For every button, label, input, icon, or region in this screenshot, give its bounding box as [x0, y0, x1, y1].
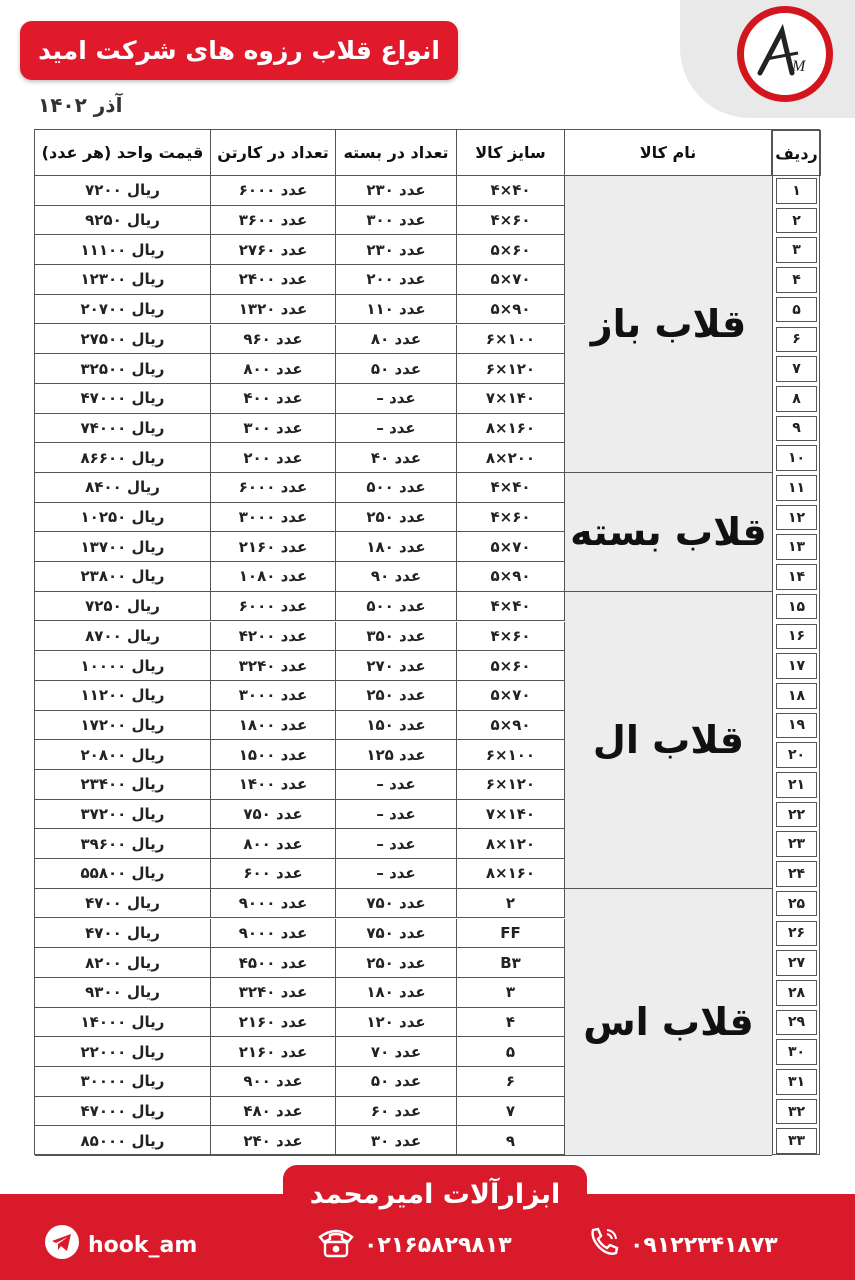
- svg-text:M: M: [792, 58, 806, 75]
- cell-carton: ۴۲۰۰ عدد: [211, 622, 336, 652]
- mobile-contact[interactable]: [586, 1225, 786, 1265]
- row-number: ۱۱: [776, 475, 817, 501]
- cell-pack: – عدد: [336, 829, 457, 859]
- product-group-name: قلاب بسته: [565, 473, 772, 592]
- cell-pack: – عدد: [336, 414, 457, 444]
- row-number: ۱۸: [776, 683, 817, 709]
- row-number: ۲۵: [776, 891, 817, 917]
- cell-pack: ۴۰ عدد: [336, 443, 457, 473]
- cell-pack: ۲۳۰ عدد: [336, 235, 457, 265]
- cell-price: ۸۶۶۰۰ ریال: [35, 443, 211, 473]
- row-number: ۱۷: [776, 653, 817, 679]
- row-number: ۲: [776, 208, 817, 234]
- cell-price: ۹۲۵۰ ریال: [35, 206, 211, 236]
- cell-pack: ۱۵۰ عدد: [336, 711, 457, 741]
- cell-size: ۵: [457, 1037, 565, 1067]
- cell-pack: ۲۷۰ عدد: [336, 651, 457, 681]
- cell-size: ۸×۲۰۰: [457, 443, 565, 473]
- row-number: ۳۱: [776, 1069, 817, 1095]
- cell-price: ۷۲۰۰ ریال: [35, 176, 211, 206]
- cell-pack: ۱۲۵ عدد: [336, 740, 457, 770]
- cell-size: ۵×۷۰: [457, 265, 565, 295]
- cell-price: ۳۲۵۰۰ ریال: [35, 354, 211, 384]
- company-logo: [737, 6, 833, 102]
- cell-size: ۴×۴۰: [457, 176, 565, 206]
- row-number: ۲۹: [776, 1010, 817, 1036]
- cell-carton: ۱۵۰۰ عدد: [211, 740, 336, 770]
- row-number: ۲۴: [776, 861, 817, 887]
- row-number: ۲۲: [776, 802, 817, 828]
- cell-carton: ۳۶۰۰ عدد: [211, 206, 336, 236]
- cell-size: ۶×۱۲۰: [457, 354, 565, 384]
- cell-size: ۵×۷۰: [457, 532, 565, 562]
- cell-pack: ۷۵۰ عدد: [336, 919, 457, 949]
- cell-carton: ۴۰۰ عدد: [211, 384, 336, 414]
- cell-pack: ۵۰۰ عدد: [336, 473, 457, 503]
- date-label: آذر ۱۴۰۲: [38, 93, 123, 117]
- row-number: ۱۲: [776, 505, 817, 531]
- row-number: ۹: [776, 416, 817, 442]
- cell-price: ۴۷۰۰۰ ریال: [35, 1097, 211, 1127]
- cell-pack: ۱۸۰ عدد: [336, 978, 457, 1008]
- cell-price: ۴۷۰۰ ریال: [35, 889, 211, 919]
- cell-price: ۱۰۰۰۰ ریال: [35, 651, 211, 681]
- cell-carton: ۳۲۴۰ عدد: [211, 978, 336, 1008]
- product-group-name: قلاب اس: [565, 889, 772, 1156]
- cell-carton: ۹۰۰ عدد: [211, 1067, 336, 1097]
- cell-pack: ۱۱۰ عدد: [336, 295, 457, 325]
- cell-size: ۷×۱۴۰: [457, 800, 565, 830]
- row-number: ۲۳: [776, 831, 817, 857]
- cell-pack: ۷۰ عدد: [336, 1037, 457, 1067]
- cell-price: ۳۹۶۰۰ ریال: [35, 829, 211, 859]
- cell-carton: ۱۰۸۰ عدد: [211, 562, 336, 592]
- cell-pack: ۳۵۰ عدد: [336, 622, 457, 652]
- row-number: ۵: [776, 297, 817, 323]
- cell-size: ۸×۱۲۰: [457, 829, 565, 859]
- cell-pack: ۲۵۰ عدد: [336, 503, 457, 533]
- cell-pack: ۶۰ عدد: [336, 1097, 457, 1127]
- cell-carton: ۱۴۰۰ عدد: [211, 770, 336, 800]
- row-number: ۳۰: [776, 1039, 817, 1065]
- cell-size: B۳: [457, 948, 565, 978]
- cell-size: ۵×۶۰: [457, 235, 565, 265]
- telegram-handle: hook_am: [88, 1232, 198, 1258]
- header-size: سایز کالا: [457, 130, 565, 176]
- cell-carton: ۲۱۶۰ عدد: [211, 1008, 336, 1038]
- cell-price: ۸۷۰۰ ریال: [35, 622, 211, 652]
- cell-size: ۸×۱۶۰: [457, 859, 565, 889]
- row-number: ۶: [776, 327, 817, 353]
- cell-pack: – عدد: [336, 859, 457, 889]
- cell-size: ۶×۱۰۰: [457, 740, 565, 770]
- cell-carton: ۲۱۶۰ عدد: [211, 1037, 336, 1067]
- cell-price: ۸۴۰۰ ریال: [35, 473, 211, 503]
- brand-name: ابزارآلات امیرمحمد: [283, 1165, 587, 1223]
- row-number: ۲۱: [776, 772, 817, 798]
- header-row: ردیف: [772, 130, 821, 176]
- cell-pack: – عدد: [336, 800, 457, 830]
- row-number: ۲۷: [776, 950, 817, 976]
- header-price: قیمت واحد (هر عدد): [35, 130, 211, 176]
- cell-pack: ۵۰۰ عدد: [336, 592, 457, 622]
- cell-size: ۴×۶۰: [457, 503, 565, 533]
- cell-price: ۲۳۸۰۰ ریال: [35, 562, 211, 592]
- telegram-icon: [44, 1224, 80, 1266]
- row-number: ۴: [776, 267, 817, 293]
- cell-price: ۳۷۲۰۰ ریال: [35, 800, 211, 830]
- cell-pack: ۱۲۰ عدد: [336, 1008, 457, 1038]
- cell-price: ۱۷۲۰۰ ریال: [35, 711, 211, 741]
- cell-carton: ۲۱۶۰ عدد: [211, 532, 336, 562]
- header-name: نام کالا: [565, 130, 772, 176]
- cell-size: ۵×۹۰: [457, 562, 565, 592]
- row-number: ۳۲: [776, 1099, 817, 1125]
- cell-size: ۵×۹۰: [457, 711, 565, 741]
- cell-carton: ۲۰۰ عدد: [211, 443, 336, 473]
- cell-price: ۲۰۸۰۰ ریال: [35, 740, 211, 770]
- cell-price: ۲۳۴۰۰ ریال: [35, 770, 211, 800]
- telephone-icon: [316, 1225, 356, 1265]
- cell-carton: ۴۸۰ عدد: [211, 1097, 336, 1127]
- cell-carton: ۶۰۰۰ عدد: [211, 473, 336, 503]
- cell-price: ۱۳۷۰۰ ریال: [35, 532, 211, 562]
- cell-pack: ۵۰ عدد: [336, 1067, 457, 1097]
- row-number: ۲۰: [776, 742, 817, 768]
- product-group-name: قلاب باز: [565, 176, 772, 473]
- cell-carton: ۱۸۰۰ عدد: [211, 711, 336, 741]
- row-number: ۳: [776, 237, 817, 263]
- cell-size: ۴×۴۰: [457, 473, 565, 503]
- cell-price: ۸۲۰۰ ریال: [35, 948, 211, 978]
- cell-carton: ۲۴۰ عدد: [211, 1126, 336, 1156]
- cell-carton: ۶۰۰۰ عدد: [211, 592, 336, 622]
- cell-size: ۳: [457, 978, 565, 1008]
- cell-pack: ۸۰ عدد: [336, 325, 457, 355]
- cell-carton: ۶۰۰ عدد: [211, 859, 336, 889]
- cell-carton: ۹۶۰ عدد: [211, 325, 336, 355]
- cell-pack: – عدد: [336, 770, 457, 800]
- header-carton: تعداد در کارتن: [211, 130, 336, 176]
- cell-carton: ۱۳۲۰ عدد: [211, 295, 336, 325]
- cell-carton: ۳۰۰۰ عدد: [211, 681, 336, 711]
- row-number: ۱: [776, 178, 817, 204]
- landline-number: ۰۲۱۶۵۸۲۹۸۱۳: [364, 1232, 512, 1258]
- cell-size: ۵×۹۰: [457, 295, 565, 325]
- cell-size: ۴×۶۰: [457, 622, 565, 652]
- cell-pack: ۲۰۰ عدد: [336, 265, 457, 295]
- cell-size: ۹: [457, 1126, 565, 1156]
- cell-size: ۶×۱۰۰: [457, 325, 565, 355]
- cell-pack: ۳۰۰ عدد: [336, 206, 457, 236]
- row-number: ۳۳: [776, 1128, 817, 1154]
- phone-call-icon: [586, 1224, 622, 1266]
- landline-contact[interactable]: [316, 1225, 516, 1265]
- cell-price: ۴۷۰۰۰ ریال: [35, 384, 211, 414]
- header-pack: تعداد در بسته: [336, 130, 457, 176]
- mobile-number: ۰۹۱۲۲۳۴۱۸۷۳: [630, 1232, 778, 1258]
- cell-size: ۶: [457, 1067, 565, 1097]
- row-number: ۱۳: [776, 534, 817, 560]
- cell-price: ۴۷۰۰ ریال: [35, 919, 211, 949]
- page-title: انواع قلاب رزوه های شرکت امید: [20, 21, 458, 80]
- cell-size: ۴×۴۰: [457, 592, 565, 622]
- cell-price: ۵۵۸۰۰ ریال: [35, 859, 211, 889]
- cell-carton: ۳۰۰۰ عدد: [211, 503, 336, 533]
- cell-pack: – عدد: [336, 384, 457, 414]
- cell-carton: ۴۵۰۰ عدد: [211, 948, 336, 978]
- cell-pack: ۷۵۰ عدد: [336, 889, 457, 919]
- row-number: ۷: [776, 356, 817, 382]
- cell-price: ۳۰۰۰۰ ریال: [35, 1067, 211, 1097]
- cell-price: ۱۲۳۰۰ ریال: [35, 265, 211, 295]
- cell-size: ۴: [457, 1008, 565, 1038]
- cell-pack: ۲۵۰ عدد: [336, 948, 457, 978]
- row-number: ۱۶: [776, 624, 817, 650]
- cell-price: ۱۱۱۰۰ ریال: [35, 235, 211, 265]
- cell-price: ۲۲۰۰۰ ریال: [35, 1037, 211, 1067]
- cell-carton: ۲۴۰۰ عدد: [211, 265, 336, 295]
- cell-carton: ۸۰۰ عدد: [211, 829, 336, 859]
- cell-price: ۷۲۵۰ ریال: [35, 592, 211, 622]
- cell-size: ۷×۱۴۰: [457, 384, 565, 414]
- cell-size: ۵×۷۰: [457, 681, 565, 711]
- row-number: ۲۸: [776, 980, 817, 1006]
- product-group-name: قلاب ال: [565, 592, 772, 889]
- cell-carton: ۷۵۰ عدد: [211, 800, 336, 830]
- cell-size: ۲: [457, 889, 565, 919]
- row-number: ۸: [776, 386, 817, 412]
- cell-carton: ۲۷۶۰ عدد: [211, 235, 336, 265]
- cell-price: ۸۵۰۰۰ ریال: [35, 1126, 211, 1156]
- cell-size: ۷: [457, 1097, 565, 1127]
- cell-price: ۹۳۰۰ ریال: [35, 978, 211, 1008]
- cell-size: FF: [457, 919, 565, 949]
- cell-carton: ۸۰۰ عدد: [211, 354, 336, 384]
- cell-price: ۲۷۵۰۰ ریال: [35, 325, 211, 355]
- cell-carton: ۳۰۰ عدد: [211, 414, 336, 444]
- cell-price: ۱۴۰۰۰ ریال: [35, 1008, 211, 1038]
- cell-price: ۷۴۰۰۰ ریال: [35, 414, 211, 444]
- cell-pack: ۱۸۰ عدد: [336, 532, 457, 562]
- price-table: [34, 129, 820, 1155]
- row-number: ۱۰: [776, 445, 817, 471]
- row-number: ۱۵: [776, 594, 817, 620]
- cell-carton: ۳۲۴۰ عدد: [211, 651, 336, 681]
- telegram-contact[interactable]: [44, 1225, 214, 1265]
- cell-pack: ۵۰ عدد: [336, 354, 457, 384]
- cell-pack: ۳۰ عدد: [336, 1126, 457, 1156]
- cell-carton: ۶۰۰۰ عدد: [211, 176, 336, 206]
- column-divider: [772, 130, 773, 1154]
- cell-size: ۴×۶۰: [457, 206, 565, 236]
- cell-pack: ۲۳۰ عدد: [336, 176, 457, 206]
- cell-size: ۵×۶۰: [457, 651, 565, 681]
- cell-price: ۱۱۲۰۰ ریال: [35, 681, 211, 711]
- cell-pack: ۲۵۰ عدد: [336, 681, 457, 711]
- cell-size: ۸×۱۶۰: [457, 414, 565, 444]
- cell-carton: ۹۰۰۰ عدد: [211, 919, 336, 949]
- cell-carton: ۹۰۰۰ عدد: [211, 889, 336, 919]
- cell-size: ۶×۱۲۰: [457, 770, 565, 800]
- cell-pack: ۹۰ عدد: [336, 562, 457, 592]
- row-number: ۱۴: [776, 564, 817, 590]
- row-number: ۲۶: [776, 921, 817, 947]
- row-number: ۱۹: [776, 713, 817, 739]
- cell-price: ۲۰۷۰۰ ریال: [35, 295, 211, 325]
- cell-price: ۱۰۲۵۰ ریال: [35, 503, 211, 533]
